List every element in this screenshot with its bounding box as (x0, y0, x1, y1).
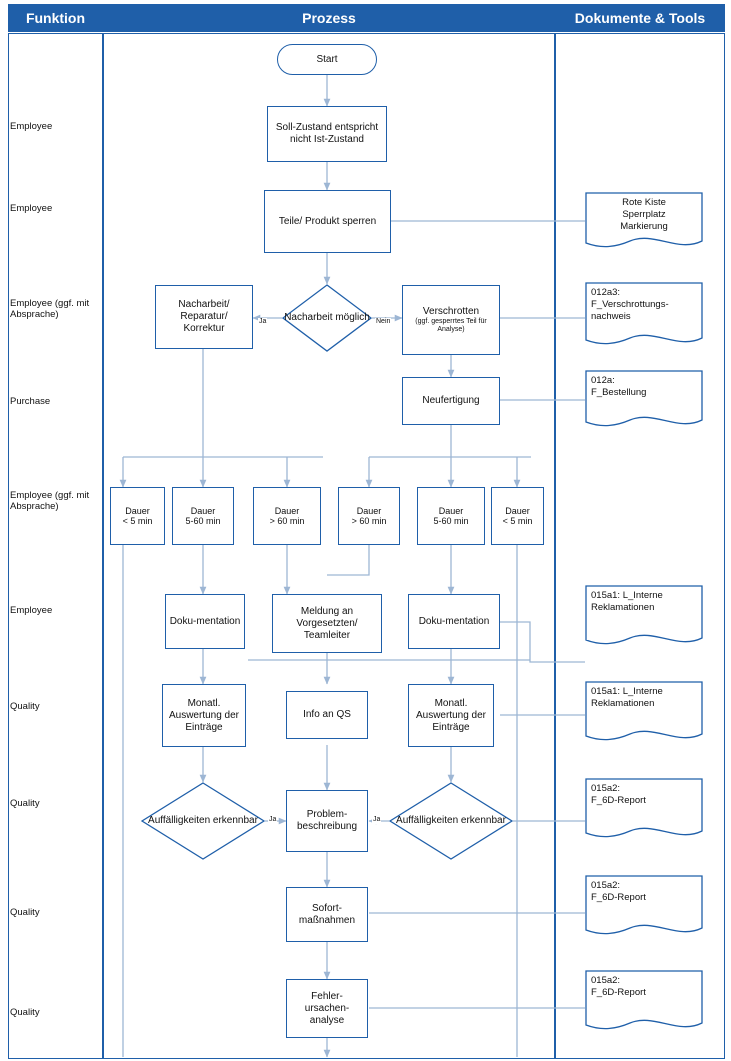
document-rote-kiste-line3: Markierung (620, 221, 668, 232)
decision-auffaelligkeiten-rechts-label: Auffälligkeiten erkennbar (396, 815, 506, 826)
decision-nacharbeit-label: Nacharbeit möglich (284, 312, 370, 323)
lane-label-5: Employee (ggf. mit Absprache) (10, 490, 90, 512)
edge-label-ja-links: Ja (269, 816, 277, 823)
decision-nacharbeit-moeglich[interactable] (282, 284, 372, 352)
node-nacharbeit-reparatur-korrektur[interactable]: Nacharbeit/ Reparatur/ Korrektur (155, 285, 253, 349)
document-015a2-6d-report-3[interactable] (585, 970, 703, 1035)
node-verschrotten[interactable] (402, 285, 500, 355)
document-rote-kiste[interactable] (585, 192, 703, 252)
node-dauer-rechts-ueber60[interactable] (338, 487, 400, 545)
edge-label-ja-nacharbeit: Ja (259, 318, 267, 325)
dauer-l1-line1: Dauer (125, 505, 150, 516)
node-monatl-auswertung-rechts[interactable]: Monatl. Auswertung der Einträge (408, 684, 494, 747)
node-dauer-rechts-5-60[interactable] (417, 487, 485, 545)
lane-label-6: Employee (10, 605, 53, 616)
lane-label-9: Quality (10, 907, 40, 918)
node-dauer-links-5-60[interactable] (172, 487, 234, 545)
lane-label-2: Employee (10, 203, 53, 214)
document-015a1-interne-reklamationen-1[interactable] (585, 585, 703, 650)
edge-label-nein-nacharbeit: Nein (376, 318, 391, 325)
header-prozess: Prozess (103, 4, 555, 32)
dauer-l3-line2: > 60 min (269, 516, 305, 526)
lane-label-10: Quality (10, 1007, 40, 1018)
node-info-an-qs[interactable]: Info an QS (286, 691, 368, 739)
document-012a-line2: F_Bestellung (591, 387, 647, 398)
node-dauer-rechts-unter5[interactable] (491, 487, 544, 545)
document-015a2-1-line2: F_6D-Report (591, 795, 646, 806)
dauer-r2-line1: Dauer (438, 505, 464, 516)
decision-auffaelligkeiten-links-label: Auffälligkeiten erkennbar (148, 815, 258, 826)
dauer-r3-line1: Dauer (356, 505, 382, 516)
node-verschrotten-subtitle: (ggf. gesperrtes Teil für Analyse) (415, 318, 487, 333)
node-problembeschreibung[interactable]: Problem-beschreibung (286, 790, 368, 852)
dauer-l3-line1: Dauer (274, 505, 300, 516)
document-015a2-3-line2: F_6D-Report (591, 987, 646, 998)
node-dauer-links-ueber60[interactable] (253, 487, 321, 545)
document-012a3-line1: 012a3: (591, 287, 621, 298)
decision-auffaelligkeiten-links[interactable] (141, 782, 265, 860)
document-012a[interactable] (585, 370, 703, 432)
node-monatl-auswertung-links[interactable]: Monatl. Auswertung der Einträge (162, 684, 246, 747)
decision-auffaelligkeiten-rechts[interactable] (389, 782, 513, 860)
header-dokumente-tools: Dokumente & Tools (555, 4, 725, 32)
document-015a1-1-line2: Reklamationen (591, 602, 655, 613)
dauer-l1-line2: < 5 min (122, 516, 153, 526)
document-015a1-2-line2: Reklamationen (591, 698, 655, 709)
lane-label-7: Quality (10, 701, 40, 712)
node-soll-ist-abweichung[interactable]: Soll-Zustand entspricht nicht Ist-Zustand (267, 106, 387, 162)
dauer-l2-line1: Dauer (190, 505, 216, 516)
node-dokumentation-rechts[interactable]: Doku-mentation (408, 594, 500, 649)
node-sofortmassnahmen[interactable]: Sofort-maßnahmen (286, 887, 368, 942)
edge-label-ja-rechts: Ja (373, 816, 381, 823)
lane-label-8: Quality (10, 798, 40, 809)
document-015a1-interne-reklamationen-2[interactable] (585, 681, 703, 746)
lane-label-4: Purchase (10, 396, 51, 407)
dauer-r1-line2: < 5 min (502, 516, 533, 526)
node-dauer-links-unter5[interactable] (110, 487, 165, 545)
document-015a2-6d-report-1[interactable] (585, 778, 703, 843)
node-teile-produkt-sperren[interactable]: Teile/ Produkt sperren (264, 190, 391, 253)
lane-label-1: Employee (10, 121, 53, 132)
node-verschrotten-title: Verschrotten (422, 306, 480, 317)
dauer-l2-line2: 5-60 min (185, 516, 221, 526)
header-funktion: Funktion (8, 4, 103, 32)
node-meldung-vorgesetzter[interactable]: Meldung an Vorgesetzten/ Teamleiter (272, 594, 382, 653)
document-015a1-2-line1: 015a1: L_Interne (591, 686, 663, 697)
document-rote-kiste-line1: Rote Kiste (622, 197, 666, 208)
node-fehlerursachenanalyse[interactable]: Fehler-ursachen-analyse (286, 979, 368, 1038)
document-015a2-6d-report-2[interactable] (585, 875, 703, 940)
dauer-r3-line2: > 60 min (351, 516, 387, 526)
document-015a2-2-line1: 015a2: (591, 880, 621, 891)
dauer-r1-line1: Dauer (505, 505, 530, 516)
document-012a3[interactable] (585, 282, 703, 350)
document-015a2-3-line1: 015a2: (591, 975, 621, 986)
document-012a3-line2: F_Verschrottungs- (591, 299, 669, 310)
node-neufertigung[interactable]: Neufertigung (402, 377, 500, 425)
dauer-r2-line2: 5-60 min (433, 516, 469, 526)
node-start[interactable]: Start (277, 44, 377, 75)
node-dokumentation-links[interactable]: Doku-mentation (165, 594, 245, 649)
document-015a2-1-line1: 015a2: (591, 783, 621, 794)
document-rote-kiste-line2: Sperrplatz (622, 209, 666, 220)
document-012a3-line3: nachweis (591, 311, 631, 322)
document-015a2-2-line2: F_6D-Report (591, 892, 646, 903)
lane-label-3: Employee (ggf. mit Absprache) (10, 298, 90, 320)
document-015a1-1-line1: 015a1: L_Interne (591, 590, 663, 601)
document-012a-line1: 012a: (591, 375, 615, 386)
